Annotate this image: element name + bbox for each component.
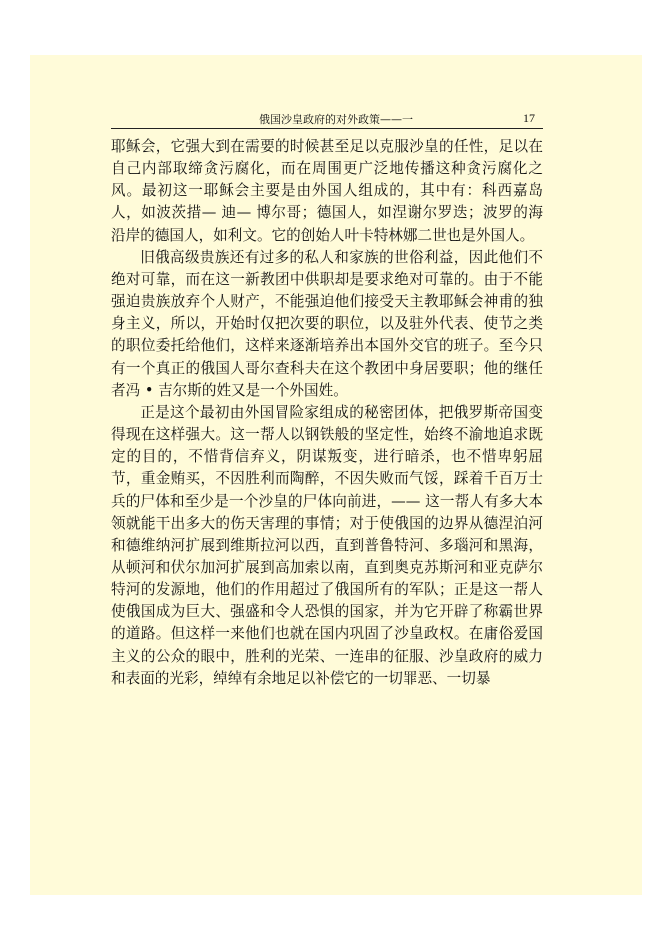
paragraph: 耶稣会，它强大到在需要的时候甚至足以克服沙皇的任性，足以在自己内部取缔贪污腐化，而在周围更广泛地传播这种贪污腐化之风。最初这一耶稣会主要是由外国人组成的，其中有：科西嘉岛人，如波茨措— 迪— 博尔哥；德国人，如涅谢尔罗迭；波罗的海沿岸的德国人，如利文。它的创始人叶卡特林娜二世也是外国人。 (111, 138, 543, 244)
paragraph: 正是这个最初由外国冒险家组成的秘密团体，把俄罗斯帝国变得现在这样强大。这一帮人以钢铁般的坚定性，始终不渝地追求既定的目的，不惜背信弃义，阴谋叛变，进行暗杀，也不惜卑躬屈节，重金贿买，不因胜利而陶醉，不因失败而气馁，踩着千百万士兵的尸体和至少是一个沙皇的尸体向前进，—— 这一帮人有多大本领就能干出多大的伤天害理的事情；对于使俄国的边界从德涅泊河和德维纳河扩展到维斯拉河以西，直到普鲁特河、多瑙河和黑海，从顿河和伏尔加河扩展到高加索以南，直到奥克苏斯河和亚克萨尔特河的发源地，他们的作用超过了俄国所有的军队；正是这一帮人使俄国成为巨大、强盛和令人恐惧的国家，并为它开辟了称霸世界的道路。但这样一来他们也就在国内巩固了沙皇政权。在庸俗爱国主义的公众的眼中，胜利的光荣、一连串的征服、沙皇政府的威力和表面的光彩，绰绰有余地足以补偿它的一切罪恶、一切暴 (111, 403, 543, 687)
page-number: 17 (523, 111, 535, 125)
paragraph: 旧俄高级贵族还有过多的私人和家族的世俗利益，因此他们不绝对可靠，而在这一新教团中供职却是要求绝对可靠的。由于不能强迫贵族放弃个人财产，不能强迫他们接受天主教耶稣会神甫的独身主义，所以，开始时仅把次要的职位，以及驻外代表、使节之类的职位委托给他们，这样来逐渐培养出本国外交官的班子。至今只有一个真正的俄国人哥尔查科夫在这个教团中身居要职；他的继任者冯 • 吉尔斯的姓又是一个外国姓。 (111, 248, 543, 399)
header-title: 俄国沙皇政府的对外政策——一 (259, 113, 413, 126)
running-header (111, 108, 543, 129)
body-text (111, 136, 543, 690)
